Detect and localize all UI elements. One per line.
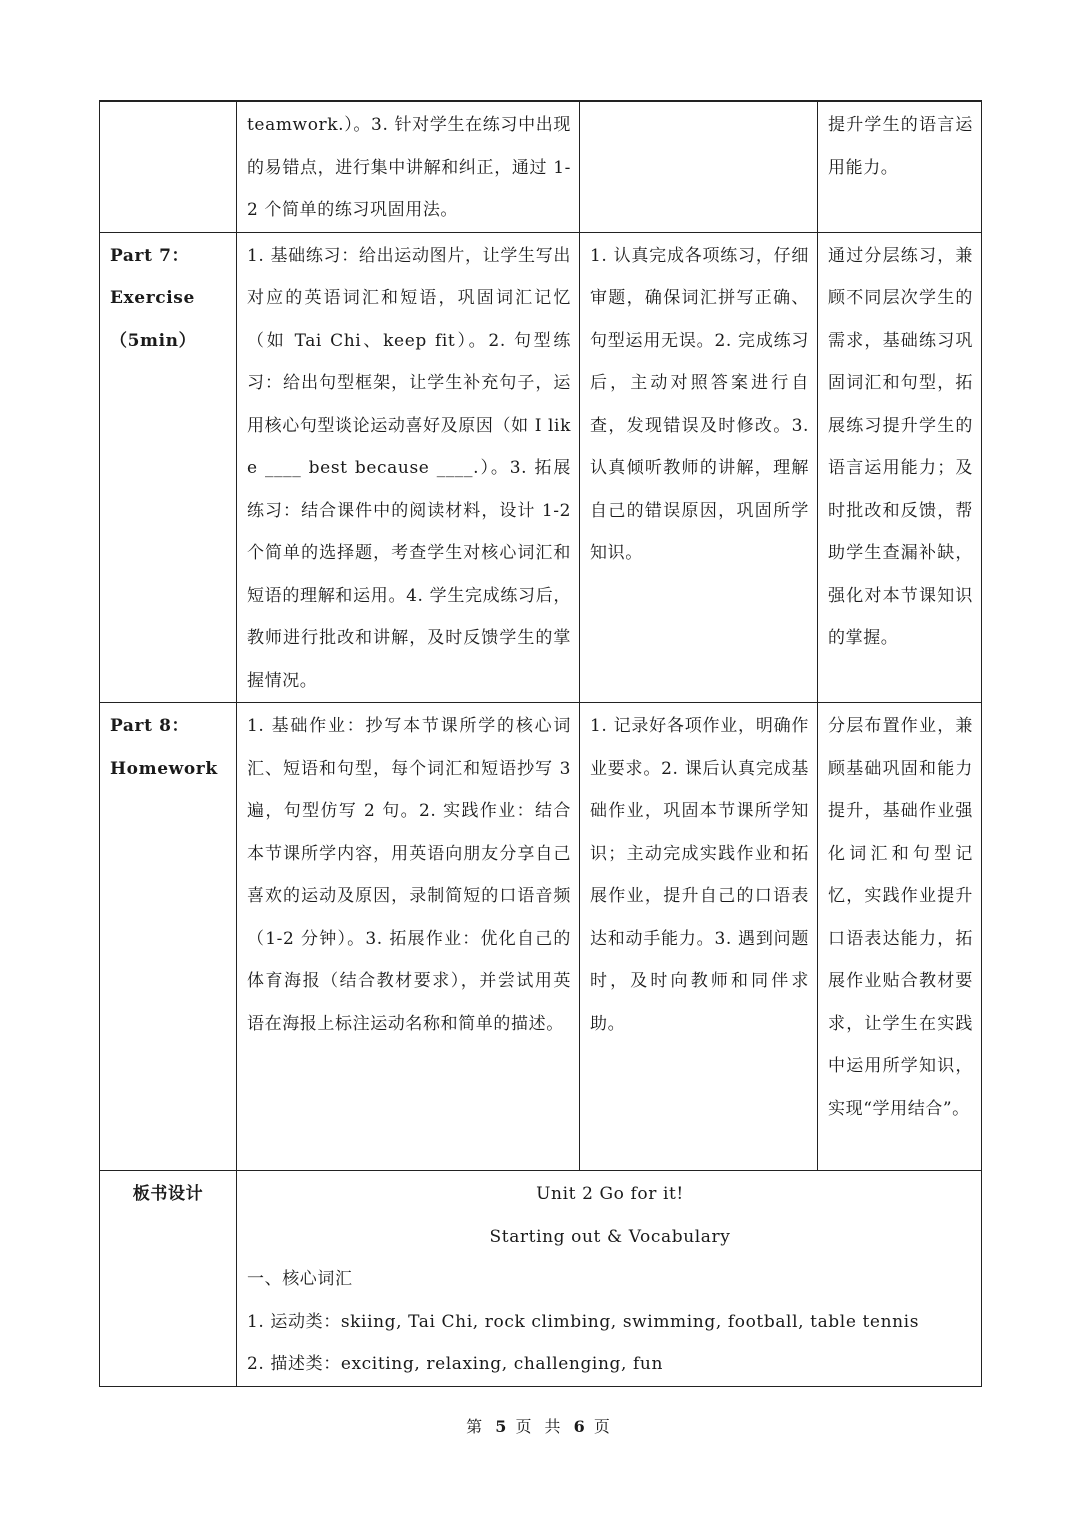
- exercise-design-intent: [818, 232, 982, 703]
- homework-part-cell: [100, 703, 237, 1171]
- footer-total-pages: 6: [573, 1417, 585, 1436]
- footer-middle: 页 共: [515, 1417, 565, 1436]
- board-item-sports: 1. 运动类：skiing, Tai Chi, rock climbing, swimming, football, table tennis: [247, 1311, 920, 1332]
- design-intent-text: 提升学生的语言运用能力。: [828, 115, 973, 178]
- homework-student-activity: [580, 703, 818, 1171]
- exercise-student-activity: [580, 232, 818, 703]
- exercise-title-line1: Part 7：: [110, 245, 190, 266]
- design-intent-text: 通过分层练习，兼顾不同层次学生的需求，基础练习巩固词汇和句型，拓展练习提升学生的语言运用能力；及时批改和反馈，帮助学生查漏补缺，强化对本节课知识的掌握。: [828, 245, 973, 648]
- row-continued-student-activity: [580, 101, 818, 232]
- exercise-teacher-activity: [237, 232, 580, 703]
- table-row-exercise: [100, 232, 982, 703]
- homework-teacher-activity: [237, 703, 580, 1171]
- board-design-content: [237, 1171, 982, 1387]
- exercise-part-cell: [100, 232, 237, 703]
- design-intent-text: 分层布置作业，兼顾基础巩固和能力提升，基础作业强化词汇和句型记忆，实践作业提升口语表达能力，拓展作业贴合教材要求，让学生在实践中运用所学知识，实现“学用结合”。: [828, 716, 973, 1119]
- homework-title-line2: Homework: [110, 758, 218, 779]
- table-row-continued: [100, 101, 982, 232]
- exercise-title-line2: Exercise: [110, 288, 195, 308]
- board-title: Unit 2 Go for it!: [536, 1184, 684, 1204]
- footer-current-page: 5: [495, 1417, 507, 1436]
- exercise-title-line3: （5min）: [110, 330, 197, 351]
- homework-title-line1: Part 8：: [110, 716, 190, 736]
- homework-design-intent: [818, 703, 982, 1171]
- row-continued-part-cell: [100, 101, 237, 232]
- teacher-activity-text: 1. 基础作业：抄写本节课所学的核心词汇、短语和句型，每个词汇和短语抄写 3 遍，句型仿写 2 句。2. 实践作业：结合本节课所学内容，用英语向朋友分享自己喜欢的运动及原因，录制简短的口语音频（1-2 分钟）。3. 拓展作业：优化自己的体育海报（结合教材要求），并尝试用英语在海报上标注运动名称和简单的描述。: [247, 716, 571, 1034]
- teacher-activity-text: 1. 基础练习：给出运动图片，让学生写出对应的英语词汇和短语，巩固词汇记忆（如 Tai Chi、keep fit）。2. 句型练习：给出句型框架，让学生补充句子，运用核心句型谈论运动喜好及原因（如 I like ____ best because ____.）。3. 拓展练习：结合课件中的阅读材料，设计 1-2 个简单的选择题，考查学生对核心词汇和短语的理解和运用。4. 学生完成练习后，教师进行批改和讲解，及时反馈学生的掌握情况。: [247, 245, 571, 691]
- student-activity-text: 1. 认真完成各项练习，仔细审题，确保词汇拼写正确、句型运用无误。2. 完成练习后，主动对照答案进行自查，发现错误及时修改。3. 认真倾听教师的讲解，理解自己的错误原因，巩固所学知识。: [590, 245, 809, 563]
- board-design-label: 板书设计: [132, 1184, 204, 1204]
- student-activity-text: [580, 102, 817, 104]
- board-section-heading: 一、核心词汇: [247, 1269, 353, 1289]
- table-row-homework: [100, 703, 982, 1171]
- teacher-activity-text: teamwork.）。3. 针对学生在练习中出现的易错点，进行集中讲解和纠正，通过 1-2 个简单的练习巩固用法。: [247, 115, 571, 220]
- board-design-label-cell: [100, 1171, 237, 1387]
- row-continued-design-intent: [818, 101, 982, 232]
- page-footer: [0, 1414, 1080, 1437]
- lesson-plan-table: [99, 100, 982, 1387]
- footer-suffix: 页: [593, 1417, 614, 1436]
- footer-prefix: 第: [466, 1417, 487, 1436]
- board-subtitle: Starting out & Vocabulary: [489, 1226, 731, 1247]
- student-activity-text: 1. 记录好各项作业，明确作业要求。2. 课后认真完成基础作业，巩固本节课所学知识；主动完成实践作业和拓展作业，提升自己的口语表达和动手能力。3. 遇到问题时，及时向教师和同伴求助。: [590, 716, 809, 1034]
- board-item-descriptions: 2. 描述类：exciting, relaxing, challenging, fun: [247, 1354, 663, 1374]
- row-continued-teacher-activity: [237, 101, 580, 232]
- table-row-board-design: [100, 1171, 982, 1387]
